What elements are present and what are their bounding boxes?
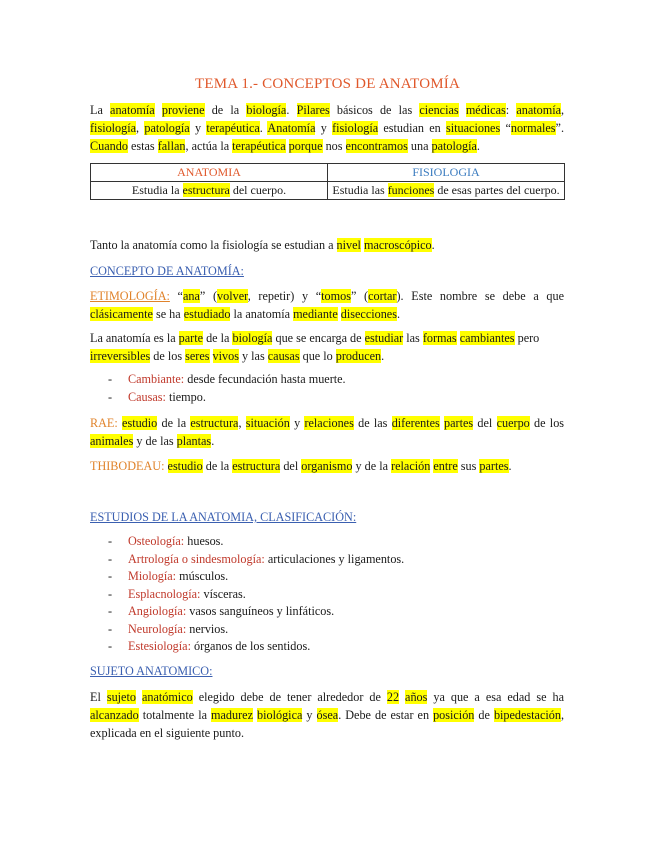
table-cell-anatomia: [91, 182, 328, 200]
text-run: que lo: [299, 349, 336, 363]
list-item: [90, 389, 564, 407]
definition-list: [90, 371, 564, 406]
highlight-run: clásicamente: [90, 307, 153, 321]
text-run: y de las: [133, 434, 177, 448]
list-text: articulaciones y ligamentos.: [264, 551, 405, 566]
text-run: “: [500, 121, 511, 135]
heading-estudios: ESTUDIOS DE LA ANATOMIA, CLASIFICACIÓN:: [90, 510, 357, 524]
text-run: estas: [127, 139, 158, 153]
highlight-run: estructura: [182, 183, 230, 197]
text-run: .: [259, 121, 268, 135]
highlight-run: biológica: [257, 708, 303, 722]
text-run: y las: [238, 349, 268, 363]
text-run: del: [280, 459, 302, 473]
text-run: la anatomía: [230, 307, 294, 321]
highlight-run: biología: [232, 331, 273, 345]
thibodeau-label: THIBODEAU:: [90, 459, 165, 473]
highlight-run: situación: [245, 416, 290, 430]
highlight-run: producen: [335, 349, 382, 363]
list-item: [90, 551, 564, 569]
highlight-run: ciencias: [419, 103, 459, 117]
highlight-run: estudiado: [183, 307, 231, 321]
text-run: [459, 103, 466, 117]
text-run: .: [211, 434, 215, 448]
list-term: Cambiante:: [128, 372, 185, 386]
highlight-run: vivos: [212, 349, 239, 363]
text-run: nos: [322, 139, 346, 153]
highlight-run: 22: [386, 690, 400, 704]
text-run: ” (: [199, 289, 218, 303]
list-item: [90, 586, 564, 604]
highlight-run: patología: [144, 121, 190, 135]
text-run: , actúa la: [185, 139, 233, 153]
etymology-label: ETIMOLOGÍA:: [90, 289, 170, 303]
list-item: [90, 603, 564, 621]
list-term: Estesiología:: [128, 639, 191, 653]
text-run: las: [403, 331, 423, 345]
macroscopic-paragraph: [90, 236, 564, 254]
highlight-run: volver: [217, 289, 248, 303]
definition-paragraph: [90, 329, 564, 365]
highlight-run: cuerpo: [496, 416, 530, 430]
text-run: .: [286, 103, 297, 117]
heading-concepto: CONCEPTO DE ANATOMÍA:: [90, 264, 244, 278]
highlight-run: formas: [422, 331, 457, 345]
text-run: “: [169, 289, 183, 303]
list-term: Esplacnología:: [128, 586, 201, 601]
text-run: [155, 103, 162, 117]
highlight-run: ana: [182, 289, 200, 303]
highlight-run: macroscópico: [363, 238, 432, 252]
list-text: tiempo.: [165, 389, 206, 404]
text-run: .: [508, 459, 512, 473]
text-run: de la: [202, 459, 233, 473]
text-run: . Debe de estar en: [338, 708, 434, 722]
text-run: de la: [203, 331, 233, 345]
list-text: vísceras.: [200, 586, 246, 601]
text-run: del cuerpo.: [229, 183, 287, 197]
text-run: de las: [353, 416, 392, 430]
highlight-run: tomos: [321, 289, 351, 303]
list-text: vasos sanguíneos y linfáticos.: [186, 604, 335, 618]
highlight-run: causas: [267, 349, 300, 363]
highlight-run: disecciones: [340, 307, 397, 321]
highlight-run: fisiología: [332, 121, 379, 135]
highlight-run: Cuando: [90, 139, 128, 153]
list-text: órganos de los sentidos.: [190, 639, 311, 653]
highlight-run: cortar: [368, 289, 397, 303]
classification-list: [90, 533, 564, 656]
highlight-run: terapéutica: [206, 121, 260, 135]
text-run: del: [473, 416, 497, 430]
highlight-run: alcanzado: [90, 708, 139, 722]
highlight-run: madurez: [211, 708, 253, 722]
list-term: Causas:: [128, 389, 166, 404]
highlight-run: relaciones: [304, 416, 354, 430]
text-run: y: [289, 416, 305, 430]
text-run: ” (: [350, 289, 369, 303]
text-run: , explicada en el siguiente punto.: [90, 708, 564, 740]
text-run: .: [381, 349, 385, 363]
highlight-run: animales: [90, 434, 134, 448]
highlight-run: partes: [444, 416, 474, 430]
highlight-run: sujeto: [106, 690, 136, 704]
text-run: pero: [514, 331, 540, 345]
highlight-run: relación: [391, 459, 431, 473]
table-cell-fisiologia: [328, 182, 565, 200]
list-text: nervios.: [186, 621, 229, 636]
rae-paragraph: [90, 414, 564, 450]
text-run: .: [396, 307, 401, 321]
list-term: Neurología:: [128, 621, 187, 636]
highlight-run: situaciones: [446, 121, 501, 135]
text-run: .: [476, 139, 480, 153]
text-run: de los: [150, 349, 186, 363]
highlight-run: nivel: [336, 238, 361, 252]
highlight-run: organismo: [301, 459, 353, 473]
text-run: y de la: [352, 459, 392, 473]
text-run: una: [407, 139, 432, 153]
highlight-run: Anatomía: [267, 121, 316, 135]
highlight-run: bipedestación: [493, 708, 561, 722]
text-run: ,: [136, 121, 145, 135]
text-run: de la: [157, 416, 191, 430]
highlight-run: biología: [246, 103, 287, 117]
list-item: [90, 621, 564, 639]
subject-paragraph: [90, 688, 564, 742]
highlight-run: plantas: [176, 434, 212, 448]
highlight-run: porque: [288, 139, 323, 153]
list-item: [90, 533, 564, 551]
text-run: Estudia las: [332, 183, 388, 197]
heading-sujeto: SUJETO ANATOMICO:: [90, 664, 213, 678]
list-term: Miología:: [128, 569, 177, 583]
text-run: y: [189, 121, 207, 135]
text-run: ya que a esa edad se ha: [427, 690, 564, 704]
list-text: músculos.: [176, 569, 229, 583]
text-run: ,: [238, 416, 246, 430]
list-term: Artrología o sindesmología:: [128, 551, 265, 566]
text-run: básicos de las: [329, 103, 420, 117]
highlight-run: diferentes: [391, 416, 440, 430]
highlight-run: fallan: [157, 139, 186, 153]
highlight-run: funciones: [387, 183, 435, 197]
intro-paragraph: [90, 101, 564, 155]
highlight-run: estudio: [167, 459, 203, 473]
highlight-run: terapéutica: [232, 139, 286, 153]
highlight-run: estructura: [190, 416, 239, 430]
highlight-run: proviene: [161, 103, 205, 117]
text-run: ). Este nombre se debe a que: [396, 289, 565, 303]
highlight-run: Pilares: [296, 103, 330, 117]
highlight-run: cambiantes: [459, 331, 515, 345]
text-run: ,: [561, 103, 565, 117]
list-item: [90, 638, 564, 656]
highlight-run: anatomía: [516, 103, 561, 117]
text-run: Tanto la anatomía como la fisiología se estudian a: [90, 238, 337, 252]
page-title: TEMA 1.- CONCEPTOS DE ANATOMÍA: [194, 76, 461, 92]
text-run: :: [505, 103, 517, 117]
text-run: de: [474, 708, 494, 722]
highlight-run: patología: [431, 139, 477, 153]
list-text: desde fecundación hasta muerte.: [184, 372, 346, 386]
highlight-run: ósea: [316, 708, 339, 722]
list-text: huesos.: [184, 534, 224, 548]
list-item: [90, 568, 564, 586]
text-run: .: [431, 238, 435, 252]
text-run: sus: [457, 459, 480, 473]
text-run: elegido debe de tener alrededor de: [192, 690, 387, 704]
highlight-run: estudiar: [364, 331, 404, 345]
highlight-run: irreversibles: [90, 349, 151, 363]
text-run: El: [90, 690, 107, 704]
highlight-run: entre: [433, 459, 458, 473]
rae-label: RAE:: [90, 416, 118, 430]
thibodeau-paragraph: [90, 457, 564, 475]
text-run: se ha: [152, 307, 184, 321]
highlight-run: partes: [479, 459, 509, 473]
text-run: estudian en: [378, 121, 447, 135]
table-header-anatomia: ANATOMIA: [91, 164, 328, 182]
text-run: que se encarga de: [272, 331, 365, 345]
list-term: Osteología:: [128, 534, 185, 548]
text-run: y: [302, 708, 317, 722]
highlight-run: estructura: [232, 459, 281, 473]
highlight-run: seres: [185, 349, 210, 363]
list-term: Angiología:: [128, 604, 187, 618]
text-run: de los: [529, 416, 565, 430]
highlight-run: encontramos: [345, 139, 408, 153]
text-run: Estudia la: [131, 183, 183, 197]
highlight-run: médicas: [465, 103, 506, 117]
text-run: totalmente la: [138, 708, 212, 722]
text-run: La anatomía es la: [90, 331, 179, 345]
highlight-run: normales: [510, 121, 556, 135]
highlight-run: fisiología: [90, 121, 137, 135]
text-run: La: [90, 103, 111, 117]
text-run: y: [315, 121, 333, 135]
text-run: de esas partes del cuerpo.: [434, 183, 560, 197]
text-run: , repetir) y “: [247, 289, 322, 303]
list-item: [90, 371, 564, 389]
anatomy-physiology-table: [90, 163, 565, 200]
highlight-run: años: [405, 690, 428, 704]
highlight-run: anatómico: [141, 690, 193, 704]
table-header-fisiologia: FISIOLOGIA: [328, 164, 565, 182]
etymology-paragraph: [90, 287, 564, 323]
highlight-run: parte: [178, 331, 204, 345]
highlight-run: estudio: [122, 416, 158, 430]
highlight-run: anatomía: [110, 103, 155, 117]
text-run: de la: [204, 103, 247, 117]
text-run: ”.: [555, 121, 565, 135]
highlight-run: mediante: [293, 307, 338, 321]
highlight-run: posición: [433, 708, 475, 722]
